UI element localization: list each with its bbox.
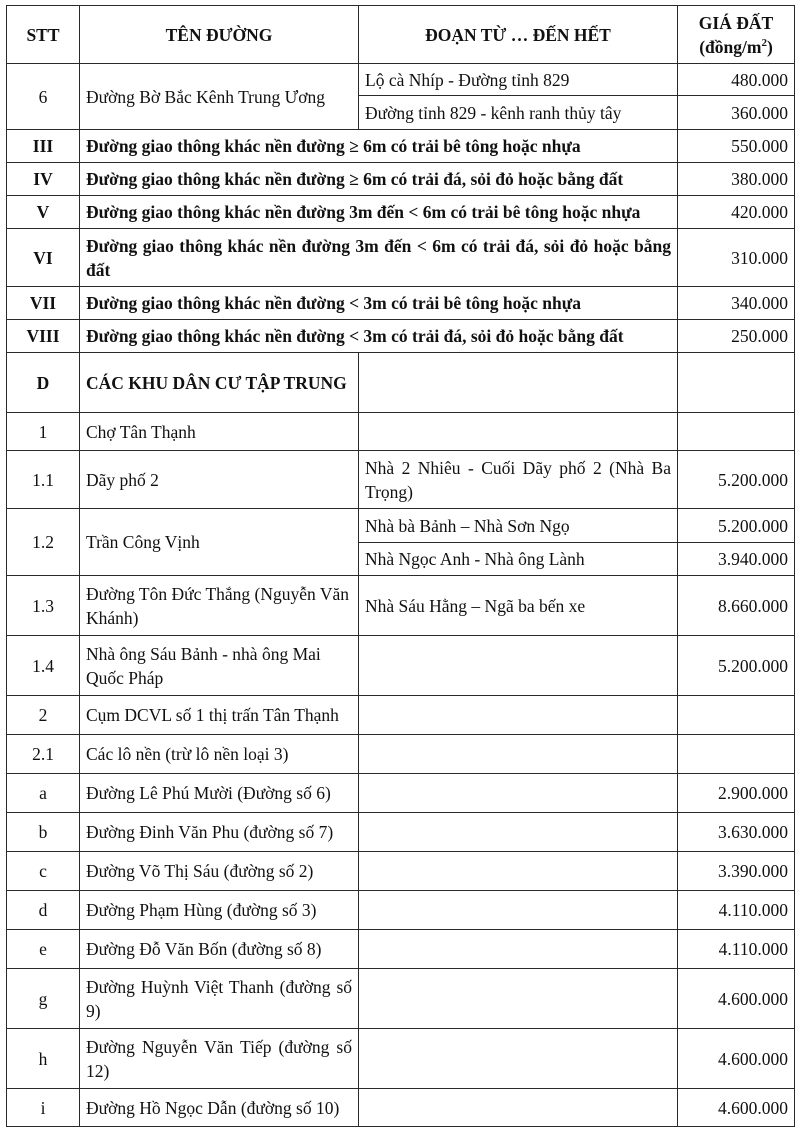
unit-close: ) [766, 36, 773, 57]
cell-doan [359, 813, 678, 852]
cell-stt: 1.2 [7, 509, 80, 576]
cell-price: 4.600.000 [678, 1029, 795, 1089]
cell-stt: c [7, 852, 80, 891]
cell-doan: Nhà Ngọc Anh - Nhà ông Lành [359, 543, 678, 576]
cell-stt: 2 [7, 696, 80, 735]
cell-name: Đường Võ Thị Sáu (đường số 2) [80, 852, 359, 891]
cell-doan: Nhà 2 Nhiêu - Cuối Dãy phố 2 (Nhà Ba Trọng) [359, 451, 678, 509]
header-gia-line1: GIÁ ĐẤT [698, 12, 774, 33]
header-gia-dat [678, 6, 795, 64]
cell-stt: d [7, 891, 80, 930]
cell-name: Đường giao thông khác nền đường < 3m có trải bê tông hoặc nhựa [80, 287, 678, 320]
cell-name: Nhà ông Sáu Bảnh - nhà ông Mai Quốc Pháp [80, 636, 359, 696]
cell-price: 4.110.000 [678, 930, 795, 969]
cell-price: 3.390.000 [678, 852, 795, 891]
cell-stt: V [7, 196, 80, 229]
table-row [7, 353, 795, 413]
table-row [7, 509, 795, 543]
cell-stt: D [7, 353, 80, 413]
cell-name: Đường Huỳnh Việt Thanh (đường số 9) [80, 969, 359, 1029]
cell-price: 5.200.000 [678, 451, 795, 509]
cell-doan [359, 735, 678, 774]
table-row [7, 735, 795, 774]
cell-price [678, 413, 795, 451]
header-ten-duong: TÊN ĐƯỜNG [80, 6, 359, 64]
cell-stt: g [7, 969, 80, 1029]
cell-name: Đường Bờ Bắc Kênh Trung Ương [80, 64, 359, 130]
cell-doan [359, 696, 678, 735]
cell-price: 4.600.000 [678, 969, 795, 1029]
unit-sup: 2 [761, 36, 767, 49]
cell-doan [359, 413, 678, 451]
table-row [7, 969, 795, 1029]
table-row [7, 130, 795, 163]
cell-price: 380.000 [678, 163, 795, 196]
unit-text: (đồng/m [699, 36, 762, 57]
cell-doan [359, 852, 678, 891]
cell-stt: IV [7, 163, 80, 196]
cell-doan [359, 930, 678, 969]
table-row [7, 451, 795, 509]
cell-stt: h [7, 1029, 80, 1089]
cell-name: Đường giao thông khác nền đường < 3m có trải đá, sỏi đỏ hoặc bằng đất [80, 320, 678, 353]
cell-doan: Nhà Sáu Hằng – Ngã ba bến xe [359, 576, 678, 636]
table-row [7, 930, 795, 969]
cell-price: 310.000 [678, 229, 795, 287]
cell-stt: 1 [7, 413, 80, 451]
table-row [7, 852, 795, 891]
cell-stt: VI [7, 229, 80, 287]
cell-price: 340.000 [678, 287, 795, 320]
cell-stt: a [7, 774, 80, 813]
cell-price: 2.900.000 [678, 774, 795, 813]
table-row [7, 287, 795, 320]
table-row [7, 813, 795, 852]
cell-price: 5.200.000 [678, 509, 795, 543]
cell-name: Đường Tôn Đức Thắng (Nguyễn Văn Khánh) [80, 576, 359, 636]
table-row [7, 1029, 795, 1089]
table-row [7, 320, 795, 353]
table-row [7, 196, 795, 229]
table-row [7, 64, 795, 96]
cell-doan [359, 353, 678, 413]
cell-name: Đường giao thông khác nền đường ≥ 6m có trải đá, sỏi đỏ hoặc bằng đất [80, 163, 678, 196]
cell-price: 360.000 [678, 96, 795, 130]
cell-price: 5.200.000 [678, 636, 795, 696]
cell-stt: b [7, 813, 80, 852]
table-row [7, 576, 795, 636]
cell-name: Các lô nền (trừ lô nền loại 3) [80, 735, 359, 774]
cell-price: 4.110.000 [678, 891, 795, 930]
cell-name: Đường Nguyễn Văn Tiếp (đường số 12) [80, 1029, 359, 1089]
cell-name: Đường giao thông khác nền đường ≥ 6m có trải bê tông hoặc nhựa [80, 130, 678, 163]
header-row [7, 6, 795, 64]
table-row [7, 696, 795, 735]
cell-price: 550.000 [678, 130, 795, 163]
cell-price: 420.000 [678, 196, 795, 229]
table-row [7, 774, 795, 813]
cell-price: 3.940.000 [678, 543, 795, 576]
cell-stt: 1.4 [7, 636, 80, 696]
cell-doan: Lộ cà Nhíp - Đường tỉnh 829 [359, 64, 678, 96]
cell-name: Đường Lê Phú Mười (Đường số 6) [80, 774, 359, 813]
cell-stt: e [7, 930, 80, 969]
cell-price [678, 353, 795, 413]
cell-price [678, 735, 795, 774]
cell-name: CÁC KHU DÂN CƯ TẬP TRUNG [80, 353, 359, 413]
table-row [7, 636, 795, 696]
cell-stt: 1.1 [7, 451, 80, 509]
cell-name: Đường giao thông khác nền đường 3m đến < 6m có trải bê tông hoặc nhựa [80, 196, 678, 229]
table-row [7, 163, 795, 196]
cell-doan [359, 1089, 678, 1127]
cell-doan [359, 969, 678, 1029]
cell-name: Chợ Tân Thạnh [80, 413, 359, 451]
cell-doan [359, 891, 678, 930]
table-row [7, 1089, 795, 1127]
cell-stt: 6 [7, 64, 80, 130]
cell-name: Đường Phạm Hùng (đường số 3) [80, 891, 359, 930]
cell-price [678, 696, 795, 735]
cell-stt: VIII [7, 320, 80, 353]
cell-stt: 1.3 [7, 576, 80, 636]
cell-price: 8.660.000 [678, 576, 795, 636]
cell-stt: III [7, 130, 80, 163]
cell-doan [359, 774, 678, 813]
header-stt: STT [7, 6, 80, 64]
header-gia-unit [699, 37, 773, 57]
cell-doan: Nhà bà Bảnh – Nhà Sơn Ngọ [359, 509, 678, 543]
cell-name: Đường Đỗ Văn Bốn (đường số 8) [80, 930, 359, 969]
table-row [7, 891, 795, 930]
cell-doan [359, 636, 678, 696]
cell-stt: VII [7, 287, 80, 320]
table-row [7, 229, 795, 287]
cell-name: Đường Hồ Ngọc Dẫn (đường số 10) [80, 1089, 359, 1127]
header-doan: ĐOẠN TỪ … ĐẾN HẾT [359, 6, 678, 64]
cell-name: Đường Đinh Văn Phu (đường số 7) [80, 813, 359, 852]
cell-price: 250.000 [678, 320, 795, 353]
cell-name: Trần Công Vịnh [80, 509, 359, 576]
cell-name: Đường giao thông khác nền đường 3m đến < 6m có trải đá, sỏi đỏ hoặc bằng đất [80, 229, 678, 287]
cell-price: 3.630.000 [678, 813, 795, 852]
cell-price: 4.600.000 [678, 1089, 795, 1127]
cell-name: Cụm DCVL số 1 thị trấn Tân Thạnh [80, 696, 359, 735]
cell-stt: 2.1 [7, 735, 80, 774]
land-price-table [6, 5, 795, 1127]
cell-doan: Đường tỉnh 829 - kênh ranh thủy tây [359, 96, 678, 130]
cell-name: Dãy phố 2 [80, 451, 359, 509]
cell-stt: i [7, 1089, 80, 1127]
cell-doan [359, 1029, 678, 1089]
cell-price: 480.000 [678, 64, 795, 96]
table-row [7, 413, 795, 451]
